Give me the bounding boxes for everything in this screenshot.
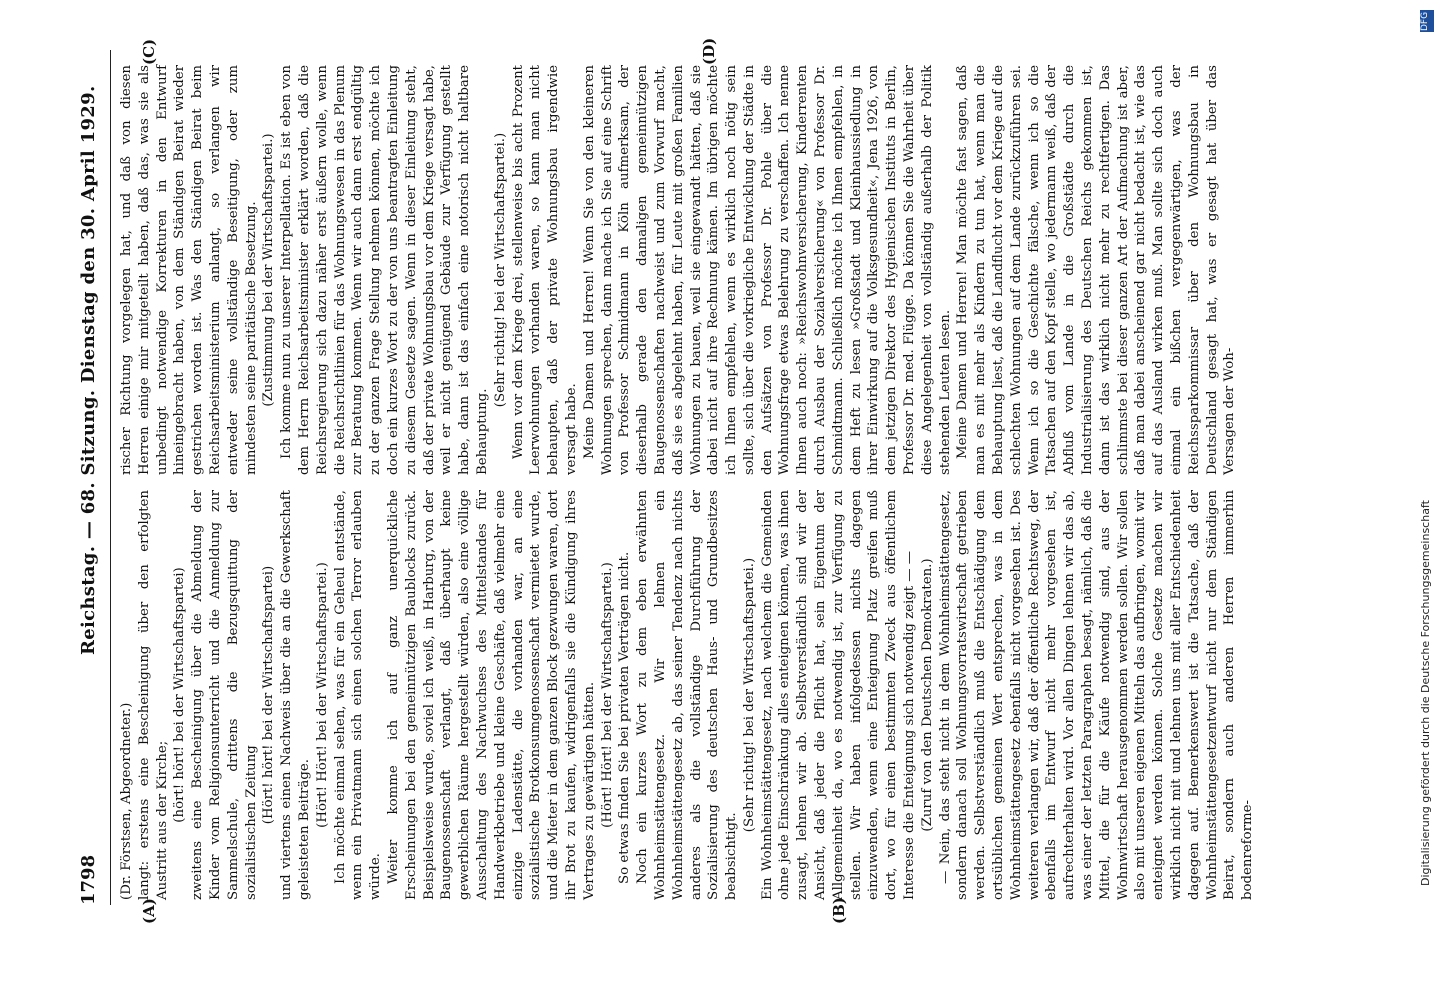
page-header [78,50,108,905]
right-column-paragraph: Meine Damen und Herren! Wenn Sie von den kleineren Wohnungen sprechen, dann mache ich Sie auf eine Schrift von Professor Schmidmann in Köln aufmerksam, der dieserhalb gerade den damaligen gemeinnützigen Baugenossenschaften nachweist und zum Vorwurf macht, daß sie es abgelehnt haben, für Leute mit großen Familien Wohnungen zu bauen, weil sie eingewandt hätten, daß sie dabei nicht auf ihre Rechnung kämen. Im übrigen möchte ich Ihnen empfehlen, wenn es wirklich noch nötig sein sollte, sich über die vorkriegliche Entwicklung der Städte in den Aufsätzen von Professor Dr. Pohle über die Wohnungsfrage etwas Belehrung zu verschaffen. Ich nenne Ihnen auch noch: »Reichswohnversicherung, Kinderrenten durch Ausbau der Sozialversicherung« von Professor Dr. Schmidtmann. Schließlich möchte ich Ihnen empfehlen, in dem Heft zu lesen »Großstadt und Kleinhaussiedlung in ihrer Einwirkung auf die Volksgesundheit«, Jena 1926, von dem jetzigen Direktor des Hygienischen Instituts in Berlin, Professor Dr. med. Flügge. Da können Sie die Wahrheit über diese Angelegenheit von vollständig außerhalb der Politik stehenden Leuten lesen. [581,65,953,475]
left-column-paragraph: (hört! hört! bei der Wirtschaftspartei) [172,567,188,823]
right-column-paragraph: Ich komme nun zu unserer Interpellation. Es ist eben von dem Herrn Reichsarbeitsminister erklärt worden, daß die Reichsregierung sich dazu näher erst äußern wolle, wenn die Reichsrichtlinien für das Wohnungswesen in das Plenum zur Beratung kommen. Wenn wir auch dann erst endgültig zu der ganzen Frage Stellung nehmen können, möchte ich doch ein kurzes Wort zu der von uns beantragten Einleitung zu diesem Gesetze sagen. Wenn in dieser Einleitung steht, daß der private Wohnungsbau vor dem Kriege versagt habe, weil er nicht genügend Gebäude zur Verfügung gestellt habe, dann ist das einfach eine notorisch nicht haltbare Behauptung. [279,65,490,475]
digitization-note: Digitalisierung gefördert durch die Deutsche Forschungsgemeinschaft [1419,500,1432,886]
left-column-paragraph: und viertens einen Nachweis über die an die Gewerkschaft geleisteten Beiträge. [279,490,312,900]
margin-mark-d: (D) [700,37,718,65]
margin-mark-b: (B) [830,897,848,924]
margin-mark-c: (C) [140,38,158,65]
header-rule [110,50,111,905]
dfg-logo: DFG [1420,10,1434,32]
left-column-paragraph: (Hört! hört! bei der Wirtschaftspartei) [261,565,277,825]
left-column-paragraph: zweitens eine Bescheinigung über die Abmeldung der Kinder vom Religionsunterricht und die Anmeldung zur Sammelschule, drittens die Bezugsquittung der sozialistischen Zeitung [190,490,259,900]
right-column-paragraph: Wenn vor dem Kriege drei, stellenweise bis acht Prozent Leerwohnungen vorhanden waren, so kann man nicht behaupten, daß der private Wohnungsbau irgendwie versagt habe. [510,65,579,475]
left-text-column [118,490,1257,900]
left-column-paragraph: Noch ein kurzes Wort zu dem eben erwähnten Wohnheimstättengesetz. Wir lehnen ein Wohnheimstättengesetz ab, das seiner Tendenz nach nichts anderes als die vollständige Durchführung der Sozialisierung des deutschen Haus- und Grundbesitzes beabsichtigt. [635,490,740,900]
left-column-paragraph: Weiter komme ich auf ganz unerquickliche Erscheinungen bei den gemeinnützigen Baublocks zurück. Beispielsweise wurde, soviel ich weiß, in Harburg, von der Baugenossenschaft verlangt, daß überhaupt keine gewerblichen Räume hergestellt würden, also eine völlige Ausschaltung des Nachwuchses des Mittelstandes für Handwerkbetriebe und kleine Geschäfte, daß vielmehr eine einzige Ladenstätte, die vorhanden war, an eine sozialistische Brotkonsumgenossenschaft vermietet wurde, und die Mieter in dem ganzen Block gezwungen waren, dort ihr Brot zu kaufen, widrigenfalls sie die Kündigung ihres Vertrages zu gewärtigen hätten. [385,490,597,900]
left-column-paragraph: (Sehr richtig! bei der Wirtschaftspartei.) [741,557,757,833]
page-number: 1798 [78,854,99,905]
margin-mark-a: (A) [140,898,158,924]
left-column-paragraph: — Nein, das steht nicht in dem Wohnheimstättengesetz, sondern danach soll Wohnungsvorratswirtschaft getrieben werden. Selbstverständlich muß die Entschädigung dem ortsüblichen gemeinen Wert entsprechen, was in dem Wohnheimstättengesetz ebenfalls nicht vorgesehen ist. Des weiteren verlangen wir, daß der öffentliche Rechtsweg, der ebenfalls im Entwurf nicht mehr vorgesehen ist, aufrechterhalten wird. Vor allen Dingen lehnen wir das ab, was einer der letzten Paragraphen besagt, nämlich, daß die Mittel, die für die Käufe notwendig sind, aus der Wohnwirtschaft herausgenommen werden sollen. Wir sollen also mit unseren eigenen Mitteln das aufbringen, womit wir enteignet werden können. Solche Gesetze machen wir wirklich nicht mit und lehnen uns mit aller Entschiedenheit dagegen auf. Bemerkenswert ist die Tatsache, daß der Wohnheimstättengesetzentwurf nicht nur dem Ständigen Beirat, sondern auch anderen Herren immerhin bodenreforme- [937,490,1256,900]
right-column-paragraph: Meine Damen und Herren! Man möchte fast sagen, daß man es mit mehr als Kindern zu tun hat, wenn man die Behauptung liest, daß die Landflucht vor dem Kriege auf die schlechten Wohnungen auf dem Lande zurückzuführen sei. Wenn ich so die Geschichte fälsche, wenn ich so die Tatsachen auf den Kopf stelle, wo jedermann weiß, daß der Abfluß vom Lande in die Großstädte durch die Industrialisierung des Deutschen Reichs gekommen ist, dann ist das wirklich nicht mehr zu rechtfertigen. Das schlimmste bei dieser ganzen Art der Aufmachung ist aber, daß man dabei anscheinend gar nicht bedacht ist, wie das auf das Ausland wirken muß. Man sollte sich doch auch einmal ein bißchen vergegenwärtigen, was der Reichssparkommissar über den Wohnungsbau in Deutschland gesagt hat, was er gesagt hat über das Versagen der Woh- [955,65,1238,475]
right-text-column [118,65,1239,475]
left-column-paragraph: (Hört! Hört! bei der Wirtschaftspartei.) [314,562,330,828]
left-column-paragraph: Ich möchte einmal sehen, was für ein Geheul entstände, wenn ein Privatmann sich einen solchen Terror erlauben würde. [332,490,384,900]
left-column-paragraph: So etwas finden Sie bei privaten Verträgen nicht. [617,551,633,884]
left-column-paragraph: (Dr. Förstsen, Abgeordneter.) [119,702,134,900]
left-column-paragraph: Ein Wohnheimstättengesetz, nach welchem die Gemeinden ohne jede Einschränkung alles enteignen können, was ihnen zusagt, lehnen wir ab. Selbstverständlich sind wir der Ansicht, daß jeder die Pflicht hat, sein Eigentum der Allgemeinheit da, wo es notwendig ist, zur Verfügung zu stellen. Wir haben infolgedessen nichts dagegen einzuwenden, wenn eine Enteignung Platz greifen muß dort, wo für einen bestimmten Zweck aus öffentlichem Interesse die Enteignung sich notwendig zeigt — — [759,490,918,900]
left-column-paragraph: langt: erstens eine Bescheinigung über den erfolgten Austritt aus der Kirche; [136,490,170,900]
right-column-paragraph: (Zustimmung bei der Wirtschaftspartei.) [261,133,277,407]
left-column-paragraph: (Hört! Hört! bei der Wirtschaftspartei.) [599,562,615,828]
left-column-paragraph: (Zuruf von den Deutschen Demokraten.) [919,558,935,832]
right-column-paragraph: rischer Richtung vorgelegen hat, und daß von diesen Herren einige mir mitgeteilt haben, daß das, was sie als unbedingt notwendige Korrekturen in den Entwurf hineingebracht haben, von dem Ständigen Beirat wieder gestrichen worden ist. Was den Ständigen Beirat beim Reichsarbeitsministerium anlangt, so verlangen wir entweder seine vollständige Beseitigung, oder zum mindesten seine paritätische Besetzung. [119,65,259,475]
page-title: Reichstag. — 68. Sitzung. Dienstag den 30. April 1929. [78,85,99,655]
right-column-paragraph: (Sehr richtig! bei der Wirtschaftspartei.) [492,132,508,408]
